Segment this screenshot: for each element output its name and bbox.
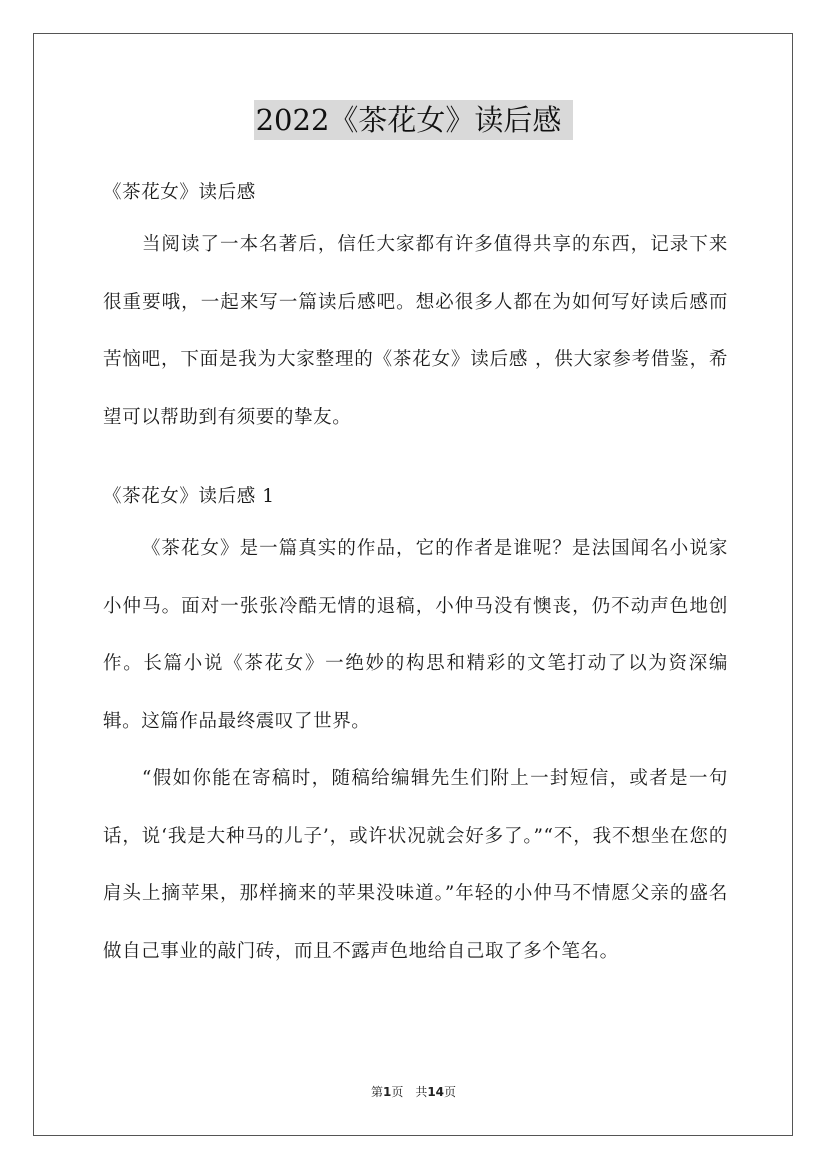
page-label-mid: 页 共 xyxy=(391,1085,428,1099)
body-paragraph: “假如你能在寄稿时，随稿给编辑先生们附上一封短信，或者是一句话，说‘我是大种马的儿子’，或许状况就会好多了。”“不，我不想坐在您的肩头上摘苹果，那样摘来的苹果没味道。”年轻的小仲马不情愿父亲的盛名做自己事业的敲门砖，而且不露声色地给自己取了多个笔名。 xyxy=(103,768,728,962)
intro-paragraph: 当阅读了一本名著后，信任大家都有许多值得共享的东西，记录下来很重要哦，一起来写一篇读后感吧。想必很多人都在为如何写好读后感而苦恼吧，下面是我为大家整理的《茶花女》读后感 ，供大家参考借鉴，希望可以帮助到有须要的挚友。 xyxy=(103,234,728,428)
page-label-prefix: 第 xyxy=(370,1085,383,1099)
page-current: 1 xyxy=(382,1085,392,1099)
document-body xyxy=(103,170,728,980)
title-container xyxy=(0,100,827,140)
page-footer xyxy=(0,1083,827,1100)
page-total: 14 xyxy=(427,1085,445,1099)
page-label-suffix: 页 xyxy=(444,1085,457,1099)
body-paragraph: 《茶花女》是一篇真实的作品，它的作者是谁呢？是法国闻名小说家小仲马。面对一张张冷酷无情的退稿，小仲马没有懊丧，仍不动声色地创作。长篇小说《茶花女》一绝妙的构思和精彩的文笔打动了以为资深编辑。这篇作品最终震叹了世界。 xyxy=(103,538,728,732)
document-title: 2022《茶花女》读后感 xyxy=(254,100,574,140)
section-heading: 《茶花女》读后感 1 xyxy=(103,486,275,507)
section-spacer xyxy=(103,446,728,474)
intro-heading: 《茶花女》读后感 xyxy=(103,182,256,203)
